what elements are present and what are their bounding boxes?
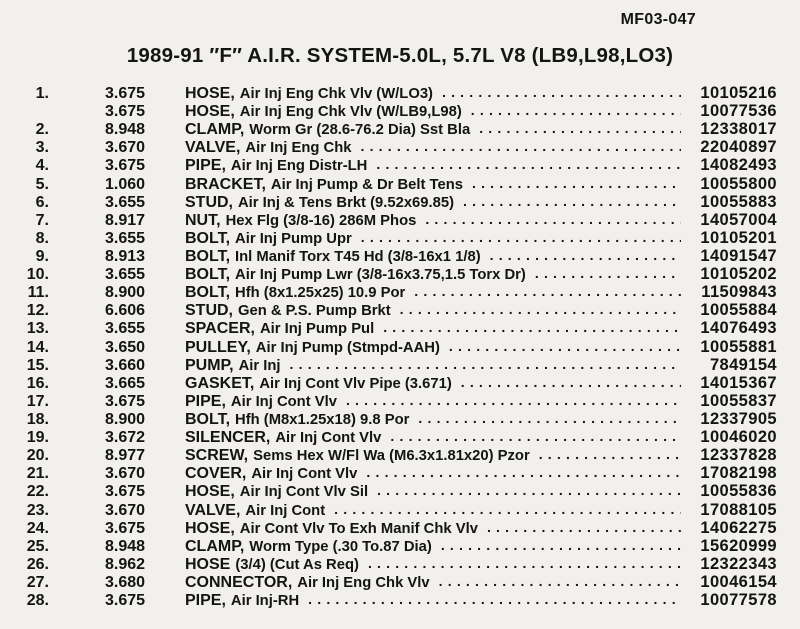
- item-number: 22.: [26, 483, 49, 501]
- part-description: [185, 592, 299, 610]
- dot-leader: [425, 210, 681, 228]
- part-number: 22040897: [700, 138, 777, 157]
- part-description: [185, 194, 454, 212]
- part-name: STUD,: [185, 302, 233, 320]
- dot-leader: [472, 174, 681, 192]
- group-number: 3.675: [105, 483, 146, 501]
- table-row: [20, 229, 777, 247]
- part-number: 14057004: [700, 210, 777, 229]
- part-name: PIPE,: [185, 392, 226, 410]
- part-name: BOLT,: [185, 410, 231, 428]
- part-number: 10105201: [700, 228, 777, 247]
- part-number: 14062275: [700, 518, 777, 537]
- part-number: 10055836: [700, 482, 777, 501]
- part-detail: Air Inj & Tens Brkt (9.52x69.85): [238, 194, 455, 211]
- item-number: 14.: [26, 338, 49, 356]
- part-detail: Air Cont Vlv To Exh Manif Chk Vlv: [239, 520, 478, 537]
- dot-leader: [442, 83, 681, 101]
- part-detail: Sems Hex W/Fl Wa (M6.3x1.81x20) Pzor: [253, 448, 530, 465]
- document-code: MF03-047: [620, 11, 696, 28]
- dot-leader: [366, 463, 681, 481]
- table-row: [20, 374, 777, 392]
- dot-leader: [539, 445, 681, 463]
- group-number: 3.650: [105, 338, 146, 356]
- table-row: [20, 392, 777, 410]
- part-name: SCREW,: [185, 447, 249, 465]
- part-name: BOLT,: [185, 266, 231, 284]
- part-number: 12337828: [700, 446, 777, 465]
- part-name: HOSE,: [185, 519, 235, 537]
- table-row: [20, 211, 777, 229]
- table-row: [20, 138, 777, 156]
- dot-leader: [439, 572, 681, 590]
- group-number: 3.675: [105, 85, 146, 102]
- part-description: [185, 556, 359, 574]
- item-number: 8.: [35, 229, 49, 247]
- table-row: [20, 319, 777, 337]
- part-description: [185, 520, 478, 538]
- table-row: [20, 591, 777, 609]
- item-number: 1.: [35, 85, 49, 102]
- dot-leader: [479, 119, 681, 137]
- table-row: [20, 301, 777, 319]
- table-row: [20, 102, 777, 120]
- group-number: 8.948: [105, 537, 146, 555]
- item-number: 3.: [35, 139, 49, 157]
- dot-leader: [346, 391, 681, 409]
- part-name: HOSE,: [185, 85, 235, 102]
- part-detail: Air Inj Eng Chk: [245, 140, 352, 157]
- part-number: 10046154: [700, 572, 777, 591]
- part-description: [185, 411, 409, 429]
- dot-leader: [376, 155, 681, 173]
- item-number: 24.: [26, 519, 49, 537]
- part-number: 12322343: [700, 554, 777, 573]
- group-number: 3.680: [105, 573, 146, 591]
- part-detail: Air Inj Cont: [245, 502, 326, 519]
- part-number: 10077578: [700, 591, 777, 610]
- group-number: 3.660: [105, 356, 146, 374]
- part-name: HOSE,: [185, 483, 235, 501]
- part-name: PUMP,: [185, 356, 234, 374]
- part-number: 10055881: [700, 337, 777, 356]
- part-name: VALVE,: [185, 501, 241, 519]
- part-description: [185, 284, 405, 302]
- item-number: 23.: [26, 501, 49, 519]
- item-number: 2.: [35, 121, 49, 139]
- part-detail: Worm Gr (28.6-76.2 Dia) Sst Bla: [249, 122, 471, 139]
- part-name: CLAMP,: [185, 121, 245, 139]
- group-number: 3.672: [105, 429, 146, 447]
- table-row: [20, 482, 777, 500]
- dot-leader: [441, 536, 681, 554]
- group-number: 8.900: [105, 410, 146, 428]
- table-row: [20, 573, 777, 591]
- part-description: [185, 357, 281, 375]
- item-number: 5.: [35, 175, 49, 193]
- part-number: 12338017: [700, 120, 777, 139]
- item-number: 17.: [26, 392, 49, 410]
- part-description: [185, 302, 391, 320]
- part-detail: Air Inj Eng Chk Vlv (W/LB9,L98): [239, 104, 462, 121]
- item-number: 16.: [26, 374, 49, 392]
- item-number: 28.: [26, 592, 49, 610]
- item-number: 13.: [26, 320, 49, 338]
- part-detail: Air Inj Pump Pul: [259, 321, 375, 338]
- part-detail: Air Inj Pump Upr: [235, 230, 352, 247]
- part-detail: Air Inj Pump (Stmpd-AAH): [255, 339, 440, 356]
- dot-leader: [535, 264, 681, 282]
- part-detail: Hfh (8x1.25x25) 10.9 Por: [235, 285, 406, 302]
- part-detail: Air Inj Cont Vlv: [275, 430, 382, 447]
- part-description: [185, 502, 325, 520]
- dot-leader: [487, 518, 681, 536]
- dot-leader: [361, 228, 681, 246]
- table-row: [20, 428, 777, 446]
- part-number: 12337905: [700, 409, 777, 428]
- part-number: 11509843: [701, 283, 777, 302]
- part-number: 10055800: [700, 174, 777, 193]
- part-name: COVER,: [185, 465, 247, 483]
- group-number: 3.675: [105, 592, 146, 610]
- part-detail: Air Inj Cont Vlv Pipe (3.671): [259, 375, 452, 392]
- item-number: 18.: [26, 410, 49, 428]
- part-detail: Air Inj Cont Vlv: [230, 393, 337, 410]
- group-number: 3.675: [105, 103, 146, 121]
- part-detail: Air Inj Cont Vlv: [251, 466, 358, 483]
- table-row: [20, 265, 777, 283]
- dot-leader: [449, 337, 681, 355]
- group-number: 3.670: [105, 501, 146, 519]
- item-number: 19.: [26, 429, 49, 447]
- part-description: [185, 103, 462, 121]
- part-number: 17088105: [700, 500, 777, 519]
- table-row: [20, 446, 777, 464]
- part-detail: Air Inj Eng Chk Vlv: [297, 574, 430, 591]
- part-name: PIPE,: [185, 592, 226, 610]
- part-name: SPACER,: [185, 320, 255, 338]
- group-number: 3.675: [105, 157, 146, 175]
- group-number: 3.665: [105, 374, 146, 392]
- group-number: 8.977: [105, 447, 146, 465]
- part-name: HOSE,: [185, 103, 235, 121]
- part-detail: Inl Manif Torx T45 Hd (3/8-16x1 1/8): [235, 248, 481, 265]
- group-number: 6.606: [105, 302, 146, 320]
- dot-leader: [360, 137, 681, 155]
- table-row: [20, 193, 777, 211]
- table-row: [20, 555, 777, 573]
- item-number: 26.: [26, 555, 49, 573]
- part-detail: Gen & P.S. Pump Brkt: [238, 303, 391, 320]
- item-number: 6.: [35, 193, 49, 211]
- part-number: 17082198: [700, 464, 777, 483]
- part-number: 10055883: [700, 192, 777, 211]
- table-row: [20, 175, 777, 193]
- part-name: PIPE,: [185, 157, 226, 175]
- part-detail: Air Inj Eng Chk Vlv (W/LO3): [239, 86, 433, 102]
- part-name: SILENCER,: [185, 429, 271, 447]
- group-number: 3.655: [105, 229, 146, 247]
- item-number: 9.: [35, 247, 49, 265]
- table-row: [20, 156, 777, 174]
- part-description: [185, 85, 433, 103]
- group-number: 8.900: [105, 284, 146, 302]
- part-detail: Air Inj Eng Distr-LH: [230, 158, 368, 175]
- dot-leader: [308, 590, 681, 608]
- item-number: 25.: [26, 537, 49, 555]
- table-row: [20, 537, 777, 555]
- part-number: 14091547: [700, 246, 777, 265]
- part-description: [185, 157, 367, 175]
- part-detail: Hex Flg (3/8-16) 286M Phos: [225, 212, 417, 229]
- part-number: 10105202: [700, 265, 777, 284]
- part-name: PULLEY,: [185, 338, 251, 356]
- dot-leader: [414, 282, 681, 300]
- dot-leader: [418, 409, 681, 427]
- group-number: 1.060: [105, 175, 146, 193]
- part-description: [185, 465, 357, 483]
- part-name: CONNECTOR,: [185, 573, 293, 591]
- part-detail: Air Inj Cont Vlv Sil: [239, 484, 369, 501]
- item-number: 4.: [35, 157, 49, 175]
- dot-leader: [471, 101, 681, 119]
- part-description: [185, 320, 374, 338]
- group-number: 3.655: [105, 320, 146, 338]
- part-description: [185, 176, 463, 194]
- part-detail: Air Inj Pump & Dr Belt Tens: [270, 176, 463, 193]
- part-name: CLAMP,: [185, 537, 245, 555]
- part-description: [185, 393, 337, 411]
- dot-leader: [334, 500, 681, 518]
- part-number: 14076493: [700, 319, 777, 338]
- part-description: [185, 230, 352, 248]
- dot-leader: [400, 300, 681, 318]
- dot-leader: [383, 318, 681, 336]
- item-number: 15.: [26, 356, 49, 374]
- group-number: 3.670: [105, 139, 146, 157]
- part-number: 7849154: [709, 355, 777, 374]
- part-detail: (3/4) (Cut As Req): [235, 556, 359, 573]
- part-name: BOLT,: [185, 229, 231, 247]
- item-number: 27.: [26, 573, 49, 591]
- group-number: 8.913: [105, 247, 146, 265]
- part-number: 15620999: [700, 536, 777, 555]
- part-detail: Air Inj-RH: [230, 593, 300, 610]
- part-name: BOLT,: [185, 247, 231, 265]
- part-name: NUT,: [185, 211, 221, 229]
- group-number: 3.655: [105, 266, 146, 284]
- table-row: [20, 283, 777, 301]
- part-description: [185, 139, 351, 157]
- part-number: 10055837: [700, 391, 777, 410]
- part-name: BOLT,: [185, 284, 231, 302]
- part-number: 10055884: [700, 301, 777, 320]
- dot-leader: [461, 373, 681, 391]
- part-detail: Worm Type (.30 To.87 Dia): [249, 538, 432, 555]
- group-number: 3.675: [105, 392, 146, 410]
- parts-table: [20, 84, 777, 609]
- table-row: [20, 501, 777, 519]
- table-row: [20, 84, 777, 102]
- part-name: STUD,: [185, 193, 233, 211]
- table-row: [20, 464, 777, 482]
- part-number: 10046020: [700, 428, 777, 447]
- item-number: 21.: [26, 465, 49, 483]
- group-number: 3.675: [105, 519, 146, 537]
- part-name: HOSE: [185, 555, 231, 573]
- table-row: [20, 519, 777, 537]
- group-number: 8.948: [105, 121, 146, 139]
- part-number: 14082493: [700, 156, 777, 175]
- item-number: 11.: [27, 284, 49, 302]
- part-detail: Hfh (M8x1.25x18) 9.8 Por: [235, 411, 410, 428]
- group-number: 3.670: [105, 465, 146, 483]
- table-row: [20, 338, 777, 356]
- table-row: [20, 410, 777, 428]
- item-number: 12.: [26, 302, 49, 320]
- group-number: 8.962: [105, 555, 146, 573]
- dot-leader: [390, 427, 681, 445]
- part-number: 14015367: [700, 373, 777, 392]
- table-row: [20, 120, 777, 138]
- dot-leader: [490, 246, 681, 264]
- part-detail: Air Inj Pump Lwr (3/8-16x3.75,1.5 Torx Dr): [235, 267, 526, 284]
- part-number: 10077536: [700, 102, 777, 121]
- group-number: 8.917: [105, 211, 146, 229]
- table-row: [20, 356, 777, 374]
- item-number: 20.: [26, 447, 49, 465]
- part-name: VALVE,: [185, 139, 241, 157]
- group-number: 3.655: [105, 193, 146, 211]
- part-name: BRACKET,: [185, 175, 266, 193]
- part-description: [185, 248, 481, 266]
- part-detail: Air Inj: [238, 357, 281, 374]
- dot-leader: [290, 355, 681, 373]
- page-title: 1989-91 ″F″ A.I.R. SYSTEM-5.0L, 5.7L V8 (LB9,L98,LO3): [126, 44, 674, 67]
- dot-leader: [377, 481, 681, 499]
- table-row: [20, 247, 777, 265]
- item-number: 7.: [35, 211, 49, 229]
- part-description: [185, 429, 381, 447]
- part-number: 10105216: [700, 84, 777, 102]
- dot-leader: [368, 554, 681, 572]
- dot-leader: [463, 192, 681, 210]
- item-number: 10.: [26, 266, 49, 284]
- part-name: GASKET,: [185, 374, 255, 392]
